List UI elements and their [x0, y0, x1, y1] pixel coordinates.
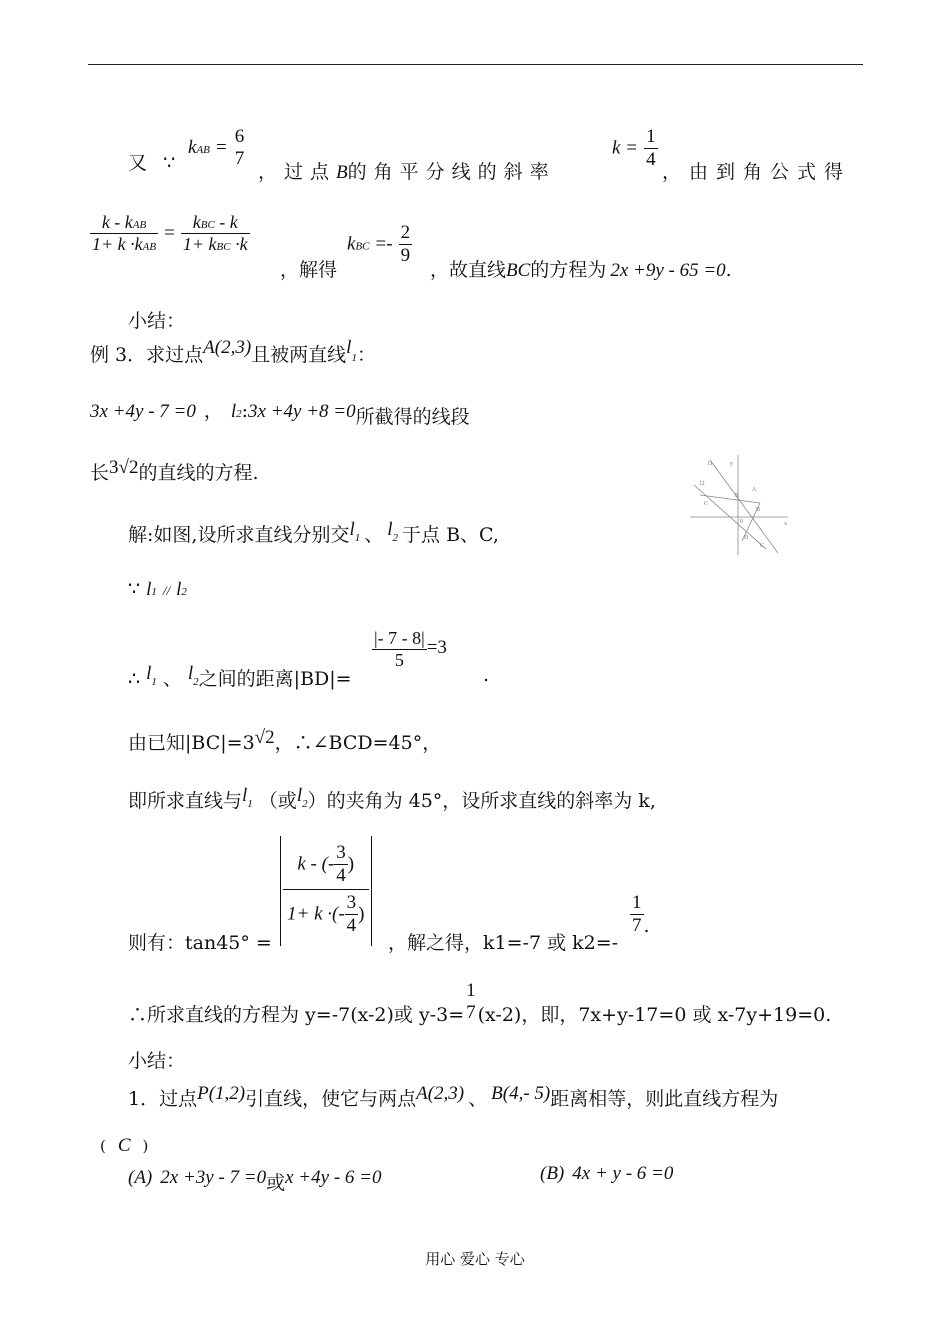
answer-line: ∴所求直线的方程为 y=-7(x-2)或 y-3= 1 7 (x-2)，即，7x+y-17=0 或 x-7y+19=0. — [128, 980, 832, 1026]
fig-label-x: x — [784, 521, 787, 527]
fig-label-c2: C — [760, 543, 765, 549]
fraction-1-4: $\frac{1}{4}$ — [646, 126, 656, 170]
geometry-figure — [690, 455, 790, 560]
line-bd — [700, 495, 760, 503]
header-rule — [88, 64, 863, 65]
tan-result: ，解之得，k1=-7 或 k2=- — [388, 932, 619, 954]
angle-line: 即所求直线与l1 （或l2）的夹角为 45°，设所求直线的斜率为 k, — [128, 785, 656, 812]
example-3-line-1: 例 3．求过点A(2,3)且被两直线l1： — [90, 337, 376, 366]
option-b: (B) 4x + y - 6 =0 — [540, 1163, 674, 1184]
lhs-fraction: $\frac{\text{k - kAB}}{\text{1+ k ·kAB}}$ — [92, 212, 157, 254]
option-a: (A) 2x +3y - 7 =0或x +4y - 6 =0 — [128, 1167, 382, 1194]
parallel-line: ∵ l1 // l2 — [128, 578, 187, 600]
distance-line: ∴ l1 、 l2之间的距离|BD|= — [128, 663, 352, 690]
line-1 — [128, 148, 185, 175]
fig-label-l2: l2 — [700, 481, 705, 487]
fig-label-b2: B — [756, 507, 761, 513]
summary-label-1: 小结： — [128, 310, 186, 332]
slope-k: k = $\frac{1}{4}$ — [612, 126, 656, 170]
line-1-mid: ，过点B的角平分线的斜率 — [258, 161, 556, 183]
example-3-line-3: 长3√2的直线的方程. — [90, 457, 259, 484]
line-2-tail: ，故直线BC的方程为 2x +9y - 65 =0. — [430, 259, 732, 281]
example-3-line-2: 3x +4y - 7 =0 ， l2:3x +4y +8 =0所截得的线段 — [90, 400, 470, 428]
question-1: 1．过点P(1,2)引直线，使它与两点A(2,3) 、 B(4,- 5)距离相等，则此直线方程为 — [128, 1083, 779, 1110]
rhs-fraction: $\frac{\text{kBC - k}}{\text{1+ kBC ·k}}$ — [182, 212, 248, 254]
fig-label-y: y — [730, 461, 733, 467]
result-fraction: $\frac{1}{7}$ . — [632, 892, 650, 937]
text-jiede: ，解得 — [280, 259, 338, 281]
tan-label: 则有：tan45° = — [128, 932, 272, 954]
fig-label-b: B — [735, 493, 740, 499]
kab-expression: kAB = 6 7 — [188, 126, 245, 169]
known-line: 由已知|BC|=3√2，∴∠BCD=45°， — [128, 727, 442, 754]
page-footer: 用心 爱心 专心 — [425, 1250, 525, 1268]
fig-label-d: D — [744, 535, 749, 541]
summary-label-2: 小结： — [128, 1050, 186, 1072]
angle-formula: $\frac{\text{k - kAB}}{\text{1+ k ·kAB}}$ = $\frac{\text{kBC - k}}{\text{1+ kBC ·k}}$ — [92, 212, 248, 254]
distance-fraction: $\frac{|- 7 - 8|}{5}$ =3 — [374, 628, 447, 670]
distance-dot: . — [483, 664, 490, 686]
fig-label-origin: 0 — [740, 519, 743, 525]
fig-label-c: C — [704, 501, 709, 507]
because-symbol: ∵ — [163, 152, 176, 174]
answer-choice: ( C ) — [100, 1135, 149, 1156]
solution-line: 解:如图,设所求直线分别交l1 、 l2 于点 B、C, — [128, 519, 499, 546]
tan-abs-fraction: k - (- $\frac{3}{4}$ ) 1+ k ·(- $\frac{3}{4}$ ) — [280, 836, 372, 946]
text-you: 又 — [128, 152, 148, 174]
kbc-value: kBC =- $\frac{2}{9}$ — [347, 222, 411, 266]
fig-label-l1: l1 — [708, 461, 713, 467]
fig-label-a: A — [752, 487, 757, 493]
line-1-tail: ，由到角公式得 — [662, 161, 852, 183]
fraction-6-7: 6 7 — [234, 126, 245, 169]
